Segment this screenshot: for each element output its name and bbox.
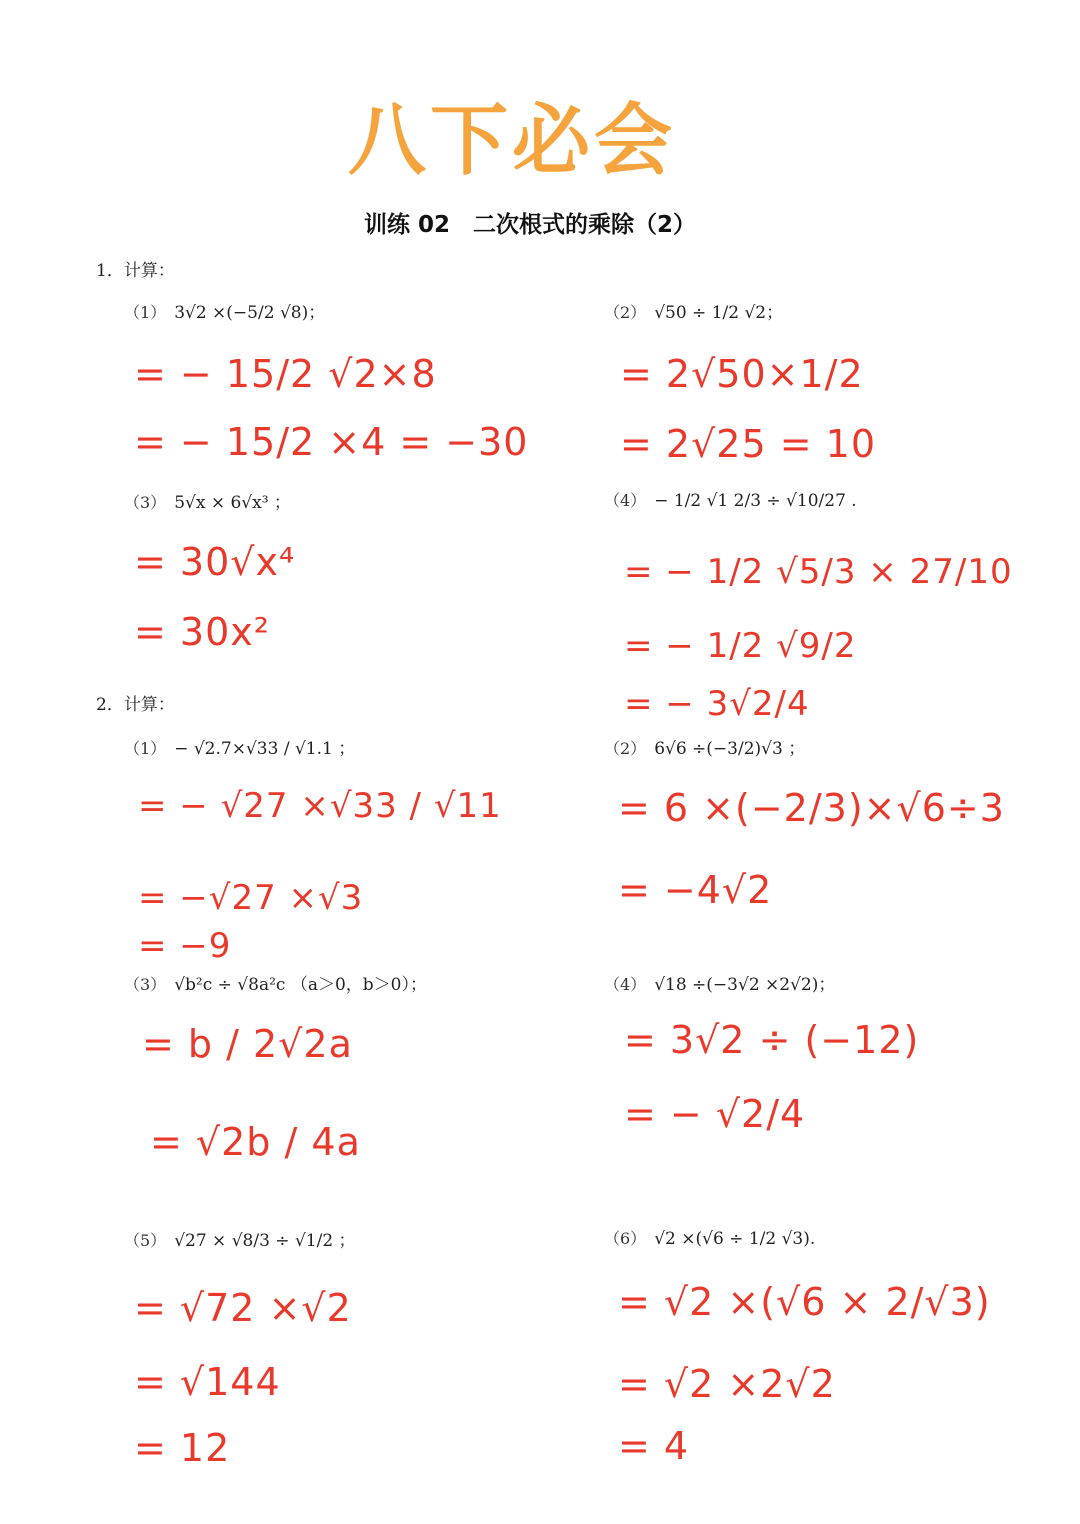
q2-p3-step-2: = √2b / 4a xyxy=(150,1120,361,1164)
q1-p2-expr: √50 ÷ 1/2 √2； xyxy=(654,303,784,323)
q2-p3-expr: √b²c ÷ √8a²c （a＞0，b＞0）； xyxy=(174,975,427,995)
q2-p2-label: （2） xyxy=(604,739,647,758)
question-2-heading: 2．计算： xyxy=(96,695,175,715)
q2-p5-step-2: = √144 xyxy=(134,1360,281,1404)
q1-p1-expr: 3√2 ×(−5/2 √8)； xyxy=(174,303,326,323)
q2-p2-step-1: = 6 ×(−2/3)×√6÷3 xyxy=(618,786,1005,830)
q1-p2-label: （2） xyxy=(604,303,647,322)
q2-p5-step-3: = 12 xyxy=(134,1426,231,1470)
q2-p3-label: （3） xyxy=(124,975,167,994)
q1-problem-4 xyxy=(604,488,857,511)
q1-p1-label: （1） xyxy=(124,303,167,322)
page-title: 训练 02 二次根式的乘除（2） xyxy=(363,212,697,238)
q2-p4-expr: √18 ÷(−3√2 ×2√2)； xyxy=(654,975,836,995)
q1-p4-expr: − 1/2 √1 2/3 ÷ √10/27 . xyxy=(654,491,857,511)
q2-p6-step-3: = 4 xyxy=(618,1424,690,1468)
q2-p2-expr: 6√6 ÷(−3/2)√3 ； xyxy=(654,739,806,759)
q2-p1-label: （1） xyxy=(124,739,167,758)
question-1-heading: 1．计算： xyxy=(96,261,175,281)
q2-problem-3 xyxy=(124,970,427,995)
q1-p1-step-1: = − 15/2 √2×8 xyxy=(134,352,437,396)
q2-p1-expr: − √2.7×√33 / √1.1 ； xyxy=(174,739,356,759)
q1-p2-step-1: = 2√50×1/2 xyxy=(620,352,864,396)
q2-p5-step-1: = √72 ×√2 xyxy=(134,1286,352,1330)
q2-p4-step-2: = − √2/4 xyxy=(624,1092,806,1136)
q2-p2-step-2: = −4√2 xyxy=(618,868,773,912)
q1-problem-1 xyxy=(124,298,325,323)
q1-p2-step-2: = 2√25 = 10 xyxy=(620,422,877,466)
q2-p4-step-1: = 3√2 ÷ (−12) xyxy=(624,1018,920,1062)
q2-p6-step-1: = √2 ×(√6 × 2/√3) xyxy=(618,1280,991,1324)
q2-p3-step-1: = b / 2√2a xyxy=(142,1022,353,1066)
q2-problem-6 xyxy=(604,1226,815,1249)
q2-p1-step-1: = − √27 ×√33 / √11 xyxy=(138,786,502,826)
banner-title: 八下必会 xyxy=(347,96,676,186)
q1-p4-step-3: = − 3√2/4 xyxy=(624,684,810,724)
q1-p1-step-2: = − 15/2 ×4 = −30 xyxy=(134,420,529,464)
q2-problem-4 xyxy=(604,970,835,995)
q1-p4-step-2: = − 1/2 √9/2 xyxy=(624,626,857,666)
q2-p6-expr: √2 ×(√6 ÷ 1/2 √3). xyxy=(654,1229,816,1249)
q1-p3-step-1: = 30√x⁴ xyxy=(134,540,296,584)
q1-p3-step-2: = 30x² xyxy=(134,610,270,654)
q1-p3-label: （3） xyxy=(124,493,167,512)
q2-p1-step-2: = −√27 ×√3 xyxy=(138,878,364,918)
q2-p4-label: （4） xyxy=(604,975,647,994)
q1-p3-expr: 5√x × 6√x³ ； xyxy=(174,493,291,513)
q2-problem-5 xyxy=(124,1226,356,1251)
q1-problem-2 xyxy=(604,298,783,323)
q2-p1-step-3: = −9 xyxy=(138,926,232,966)
q2-p6-label: （6） xyxy=(604,1229,647,1248)
q2-p5-label: （5） xyxy=(124,1231,167,1250)
q1-problem-3 xyxy=(124,488,291,513)
q1-p4-label: （4） xyxy=(604,491,647,510)
q2-p6-step-2: = √2 ×2√2 xyxy=(618,1362,836,1406)
q2-problem-1 xyxy=(124,734,355,759)
q1-p4-step-1: = − 1/2 √5/3 × 27/10 xyxy=(624,552,1013,592)
q2-p5-expr: √27 × √8/3 ÷ √1/2 ； xyxy=(174,1231,356,1251)
q2-problem-2 xyxy=(604,734,805,759)
